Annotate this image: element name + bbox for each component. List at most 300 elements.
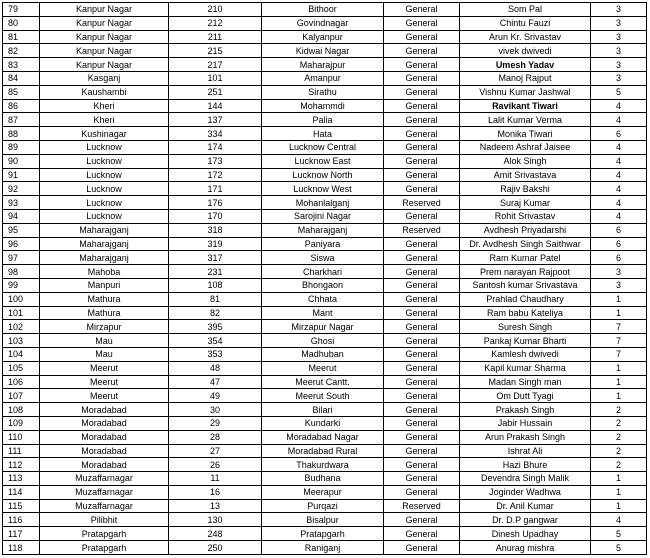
candidate-name-cell: Chintu Fauzi [460, 16, 591, 30]
constituency-number-cell: 395 [169, 320, 262, 334]
candidate-name-cell: Prakash Singh [460, 403, 591, 417]
district-cell: Maharajganj [40, 237, 169, 251]
constituency-name-cell: Maharajpur [262, 58, 384, 72]
serial-number-cell: 83 [3, 58, 40, 72]
constituency-number-cell: 172 [169, 168, 262, 182]
category-cell: General [384, 278, 460, 292]
category-cell: General [384, 71, 460, 85]
table-row [3, 389, 647, 403]
constituency-number-cell: 319 [169, 237, 262, 251]
constituency-number-cell: 82 [169, 306, 262, 320]
phase-cell: 1 [591, 389, 647, 403]
district-cell: Kheri [40, 99, 169, 113]
constituency-name-cell: Amanpur [262, 71, 384, 85]
candidate-name-cell: Suraj Kumar [460, 196, 591, 210]
phase-cell: 1 [591, 485, 647, 499]
candidate-name-cell: Nadeem Ashraf Jaisee [460, 140, 591, 154]
table-row [3, 237, 647, 251]
constituency-number-cell: 144 [169, 99, 262, 113]
table-row [3, 444, 647, 458]
candidate-name-cell: Pankaj Kumar Bharti [460, 334, 591, 348]
candidate-name-cell: Kamlesh dwivedi [460, 347, 591, 361]
category-cell: General [384, 16, 460, 30]
phase-cell: 3 [591, 278, 647, 292]
district-cell: Lucknow [40, 182, 169, 196]
serial-number-cell: 103 [3, 334, 40, 348]
candidate-name-cell: Santosh kumar Srivastava [460, 278, 591, 292]
constituency-name-cell: Bhongaon [262, 278, 384, 292]
constituency-name-cell: Charkhari [262, 265, 384, 279]
candidate-name-cell: Avdhesh Priyadarshi [460, 223, 591, 237]
candidate-name-cell: Prahlad Chaudhary [460, 292, 591, 306]
table-row [3, 127, 647, 141]
serial-number-cell: 112 [3, 458, 40, 472]
constituency-number-cell: 217 [169, 58, 262, 72]
constituency-name-cell: Siswa [262, 251, 384, 265]
category-cell: General [384, 292, 460, 306]
table-row [3, 306, 647, 320]
phase-cell: 5 [591, 541, 647, 555]
serial-number-cell: 89 [3, 140, 40, 154]
phase-cell: 2 [591, 430, 647, 444]
constituency-name-cell: Madhuban [262, 347, 384, 361]
constituency-name-cell: Paniyara [262, 237, 384, 251]
category-cell: Reserved [384, 223, 460, 237]
constituency-number-cell: 318 [169, 223, 262, 237]
constituency-name-cell: Maharajganj [262, 223, 384, 237]
phase-cell: 3 [591, 44, 647, 58]
constituency-name-cell: Bisalpur [262, 513, 384, 527]
phase-cell: 1 [591, 306, 647, 320]
phase-cell: 2 [591, 444, 647, 458]
candidate-name-cell: Ram babu Kateliya [460, 306, 591, 320]
serial-number-cell: 93 [3, 196, 40, 210]
district-cell: Kheri [40, 113, 169, 127]
serial-number-cell: 88 [3, 127, 40, 141]
candidate-name-cell: Som Pal [460, 3, 591, 17]
constituency-name-cell: Ghosi [262, 334, 384, 348]
phase-cell: 1 [591, 361, 647, 375]
category-cell: Reserved [384, 499, 460, 513]
serial-number-cell: 110 [3, 430, 40, 444]
constituency-number-cell: 28 [169, 430, 262, 444]
constituency-number-cell: 173 [169, 154, 262, 168]
constituency-name-cell: Mant [262, 306, 384, 320]
constituency-name-cell: Mohanlalganj [262, 196, 384, 210]
phase-cell: 1 [591, 499, 647, 513]
district-cell: Pratapgarh [40, 541, 169, 555]
constituency-name-cell: Moradabad Rural [262, 444, 384, 458]
candidate-name-cell: Ram Kumar Patel [460, 251, 591, 265]
category-cell: General [384, 347, 460, 361]
candidate-name-cell: Dr. Anil Kumar [460, 499, 591, 513]
constituency-name-cell: Palia [262, 113, 384, 127]
constituency-name-cell: Chhata [262, 292, 384, 306]
constituency-name-cell: Bithoor [262, 3, 384, 17]
constituency-name-cell: Hata [262, 127, 384, 141]
constituency-number-cell: 334 [169, 127, 262, 141]
constituency-name-cell: Raniganj [262, 541, 384, 555]
serial-number-cell: 106 [3, 375, 40, 389]
table-row [3, 320, 647, 334]
serial-number-cell: 79 [3, 3, 40, 17]
table-row [3, 223, 647, 237]
serial-number-cell: 81 [3, 30, 40, 44]
table-row [3, 334, 647, 348]
district-cell: Kushinagar [40, 127, 169, 141]
table-row [3, 416, 647, 430]
constituency-name-cell: Bilari [262, 403, 384, 417]
category-cell: General [384, 527, 460, 541]
candidate-name-cell: Ishrat Ali [460, 444, 591, 458]
table-row [3, 44, 647, 58]
category-cell: General [384, 403, 460, 417]
table-row [3, 3, 647, 17]
category-cell: General [384, 3, 460, 17]
district-cell: Pratapgarh [40, 527, 169, 541]
phase-cell: 5 [591, 527, 647, 541]
district-cell: Moradabad [40, 403, 169, 417]
category-cell: General [384, 361, 460, 375]
district-cell: Meerut [40, 361, 169, 375]
candidate-name-cell: Dr. D.P gangwar [460, 513, 591, 527]
constituency-number-cell: 49 [169, 389, 262, 403]
category-cell: General [384, 430, 460, 444]
phase-cell: 6 [591, 237, 647, 251]
table-row [3, 196, 647, 210]
category-cell: General [384, 154, 460, 168]
constituency-number-cell: 47 [169, 375, 262, 389]
category-cell: General [384, 168, 460, 182]
phase-cell: 4 [591, 168, 647, 182]
district-cell: Kanpur Nagar [40, 58, 169, 72]
phase-cell: 5 [591, 85, 647, 99]
constituency-number-cell: 27 [169, 444, 262, 458]
district-cell: Pilibhit [40, 513, 169, 527]
candidate-name-cell: Prem narayan Rajpoot [460, 265, 591, 279]
constituency-number-cell: 16 [169, 485, 262, 499]
category-cell: General [384, 182, 460, 196]
table-row [3, 361, 647, 375]
serial-number-cell: 107 [3, 389, 40, 403]
category-cell: General [384, 113, 460, 127]
serial-number-cell: 109 [3, 416, 40, 430]
phase-cell: 7 [591, 334, 647, 348]
category-cell: General [384, 513, 460, 527]
category-cell: General [384, 306, 460, 320]
phase-cell: 2 [591, 403, 647, 417]
candidate-name-cell: Amit Srivastava [460, 168, 591, 182]
constituency-name-cell: Lucknow North [262, 168, 384, 182]
table-row [3, 140, 647, 154]
table-row [3, 209, 647, 223]
candidate-name-cell: Kapil kumar Sharma [460, 361, 591, 375]
table-row [3, 375, 647, 389]
candidate-name-cell: Hazi Bhure [460, 458, 591, 472]
candidate-name-cell: Vishnu Kumar Jashwal [460, 85, 591, 99]
constituency-name-cell: Moradabad Nagar [262, 430, 384, 444]
constituency-number-cell: 11 [169, 472, 262, 486]
candidate-list-document [2, 2, 646, 555]
candidate-name-cell: Umesh Yadav [460, 58, 591, 72]
district-cell: Lucknow [40, 154, 169, 168]
constituency-number-cell: 210 [169, 3, 262, 17]
district-cell: Moradabad [40, 444, 169, 458]
table-row [3, 541, 647, 555]
table-row [3, 265, 647, 279]
serial-number-cell: 116 [3, 513, 40, 527]
category-cell: General [384, 127, 460, 141]
table-row [3, 458, 647, 472]
district-cell: Kaushambi [40, 85, 169, 99]
serial-number-cell: 97 [3, 251, 40, 265]
constituency-name-cell: Meerut [262, 361, 384, 375]
constituency-name-cell: Meerut Cantt. [262, 375, 384, 389]
category-cell: General [384, 458, 460, 472]
constituency-name-cell: Sirathu [262, 85, 384, 99]
district-cell: Mau [40, 334, 169, 348]
phase-cell: 1 [591, 472, 647, 486]
table-row [3, 527, 647, 541]
phase-cell: 4 [591, 154, 647, 168]
candidate-name-cell: Rajiv Bakshi [460, 182, 591, 196]
serial-number-cell: 115 [3, 499, 40, 513]
phase-cell: 6 [591, 223, 647, 237]
serial-number-cell: 85 [3, 85, 40, 99]
phase-cell: 1 [591, 292, 647, 306]
constituency-name-cell: Lucknow East [262, 154, 384, 168]
constituency-number-cell: 30 [169, 403, 262, 417]
constituency-name-cell: Kidwai Nagar [262, 44, 384, 58]
constituency-number-cell: 137 [169, 113, 262, 127]
category-cell: General [384, 99, 460, 113]
candidate-name-cell: Jabir Hussain [460, 416, 591, 430]
constituency-number-cell: 174 [169, 140, 262, 154]
district-cell: Maharajganj [40, 223, 169, 237]
category-cell: General [384, 251, 460, 265]
serial-number-cell: 114 [3, 485, 40, 499]
table-row [3, 513, 647, 527]
district-cell: Maharajganj [40, 251, 169, 265]
candidate-name-cell: Madan Singh man [460, 375, 591, 389]
serial-number-cell: 80 [3, 16, 40, 30]
table-row [3, 472, 647, 486]
phase-cell: 2 [591, 416, 647, 430]
table-row [3, 85, 647, 99]
candidate-name-cell: Dinesh Upadhay [460, 527, 591, 541]
district-cell: Lucknow [40, 168, 169, 182]
constituency-number-cell: 248 [169, 527, 262, 541]
constituency-number-cell: 354 [169, 334, 262, 348]
constituency-number-cell: 215 [169, 44, 262, 58]
constituency-number-cell: 317 [169, 251, 262, 265]
table-row [3, 154, 647, 168]
phase-cell: 4 [591, 99, 647, 113]
candidate-name-cell: Alok Singh [460, 154, 591, 168]
constituency-name-cell: Kundarki [262, 416, 384, 430]
phase-cell: 4 [591, 182, 647, 196]
phase-cell: 2 [591, 458, 647, 472]
candidate-name-cell: Ravikant Tiwari [460, 99, 591, 113]
serial-number-cell: 99 [3, 278, 40, 292]
constituency-name-cell: Purqazi [262, 499, 384, 513]
constituency-number-cell: 29 [169, 416, 262, 430]
table-row [3, 58, 647, 72]
constituency-number-cell: 250 [169, 541, 262, 555]
candidate-name-cell: Manoj Rajput [460, 71, 591, 85]
serial-number-cell: 101 [3, 306, 40, 320]
constituency-name-cell: Sarojini Nagar [262, 209, 384, 223]
category-cell: General [384, 58, 460, 72]
phase-cell: 3 [591, 30, 647, 44]
candidate-name-cell: Om Dutt Tyagi [460, 389, 591, 403]
constituency-number-cell: 81 [169, 292, 262, 306]
table-row [3, 71, 647, 85]
serial-number-cell: 94 [3, 209, 40, 223]
constituency-number-cell: 13 [169, 499, 262, 513]
district-cell: Moradabad [40, 458, 169, 472]
constituency-number-cell: 353 [169, 347, 262, 361]
district-cell: Kanpur Nagar [40, 44, 169, 58]
constituency-name-cell: Mirzapur Nagar [262, 320, 384, 334]
district-cell: Mirzapur [40, 320, 169, 334]
category-cell: General [384, 85, 460, 99]
district-cell: Muzaffarnagar [40, 472, 169, 486]
constituency-number-cell: 108 [169, 278, 262, 292]
constituency-number-cell: 130 [169, 513, 262, 527]
candidate-name-cell: Lalit Kumar Verma [460, 113, 591, 127]
serial-number-cell: 87 [3, 113, 40, 127]
table-row [3, 113, 647, 127]
district-cell: Moradabad [40, 430, 169, 444]
phase-cell: 3 [591, 3, 647, 17]
table-row [3, 292, 647, 306]
serial-number-cell: 108 [3, 403, 40, 417]
candidate-name-cell: Anurag mishra [460, 541, 591, 555]
table-row [3, 485, 647, 499]
constituency-name-cell: Govindnagar [262, 16, 384, 30]
table-row [3, 430, 647, 444]
phase-cell: 3 [591, 58, 647, 72]
category-cell: General [384, 444, 460, 458]
serial-number-cell: 90 [3, 154, 40, 168]
serial-number-cell: 113 [3, 472, 40, 486]
candidate-table [2, 2, 647, 555]
table-row [3, 347, 647, 361]
serial-number-cell: 98 [3, 265, 40, 279]
candidate-name-cell: Suresh Singh [460, 320, 591, 334]
district-cell: Mathura [40, 306, 169, 320]
category-cell: General [384, 541, 460, 555]
candidate-name-cell: Rohit Srivastav [460, 209, 591, 223]
candidate-name-cell: Arun Kr. Srivastav [460, 30, 591, 44]
candidate-name-cell: vivek dwivedi [460, 44, 591, 58]
serial-number-cell: 117 [3, 527, 40, 541]
category-cell: General [384, 30, 460, 44]
district-cell: Manpuri [40, 278, 169, 292]
constituency-name-cell: Mohammdi [262, 99, 384, 113]
district-cell: Lucknow [40, 140, 169, 154]
phase-cell: 4 [591, 209, 647, 223]
category-cell: General [384, 375, 460, 389]
category-cell: General [384, 334, 460, 348]
category-cell: General [384, 44, 460, 58]
district-cell: Kanpur Nagar [40, 3, 169, 17]
district-cell: Kanpur Nagar [40, 30, 169, 44]
candidate-name-cell: Dr. Avdhesh Singh Saithwar [460, 237, 591, 251]
candidate-name-cell: Arun Prakash Singh [460, 430, 591, 444]
table-row [3, 499, 647, 513]
district-cell: Mau [40, 347, 169, 361]
constituency-number-cell: 211 [169, 30, 262, 44]
district-cell: Moradabad [40, 416, 169, 430]
phase-cell: 3 [591, 16, 647, 30]
constituency-name-cell: Meerapur [262, 485, 384, 499]
candidate-table-body [3, 3, 647, 555]
serial-number-cell: 82 [3, 44, 40, 58]
serial-number-cell: 92 [3, 182, 40, 196]
phase-cell: 4 [591, 113, 647, 127]
candidate-name-cell: Joginder Wadhwa [460, 485, 591, 499]
table-row [3, 30, 647, 44]
phase-cell: 6 [591, 251, 647, 265]
district-cell: Kasganj [40, 71, 169, 85]
table-row [3, 168, 647, 182]
constituency-name-cell: Thakurdwara [262, 458, 384, 472]
constituency-number-cell: 251 [169, 85, 262, 99]
serial-number-cell: 104 [3, 347, 40, 361]
constituency-number-cell: 212 [169, 16, 262, 30]
table-row [3, 16, 647, 30]
table-row [3, 99, 647, 113]
category-cell: General [384, 140, 460, 154]
district-cell: Mahoba [40, 265, 169, 279]
phase-cell: 6 [591, 127, 647, 141]
constituency-number-cell: 48 [169, 361, 262, 375]
serial-number-cell: 95 [3, 223, 40, 237]
district-cell: Muzaffarnagar [40, 499, 169, 513]
constituency-number-cell: 231 [169, 265, 262, 279]
table-row [3, 251, 647, 265]
constituency-number-cell: 171 [169, 182, 262, 196]
candidate-name-cell: Monika Tiwari [460, 127, 591, 141]
phase-cell: 7 [591, 347, 647, 361]
category-cell: General [384, 237, 460, 251]
serial-number-cell: 86 [3, 99, 40, 113]
constituency-number-cell: 26 [169, 458, 262, 472]
district-cell: Kanpur Nagar [40, 16, 169, 30]
constituency-name-cell: Meerut South [262, 389, 384, 403]
table-row [3, 403, 647, 417]
table-row [3, 278, 647, 292]
category-cell: General [384, 472, 460, 486]
serial-number-cell: 105 [3, 361, 40, 375]
serial-number-cell: 96 [3, 237, 40, 251]
phase-cell: 4 [591, 140, 647, 154]
district-cell: Lucknow [40, 209, 169, 223]
category-cell: General [384, 320, 460, 334]
phase-cell: 1 [591, 375, 647, 389]
district-cell: Mathura [40, 292, 169, 306]
table-row [3, 182, 647, 196]
district-cell: Meerut [40, 389, 169, 403]
phase-cell: 3 [591, 265, 647, 279]
constituency-name-cell: Kalyanpur [262, 30, 384, 44]
district-cell: Meerut [40, 375, 169, 389]
serial-number-cell: 102 [3, 320, 40, 334]
serial-number-cell: 111 [3, 444, 40, 458]
category-cell: General [384, 416, 460, 430]
